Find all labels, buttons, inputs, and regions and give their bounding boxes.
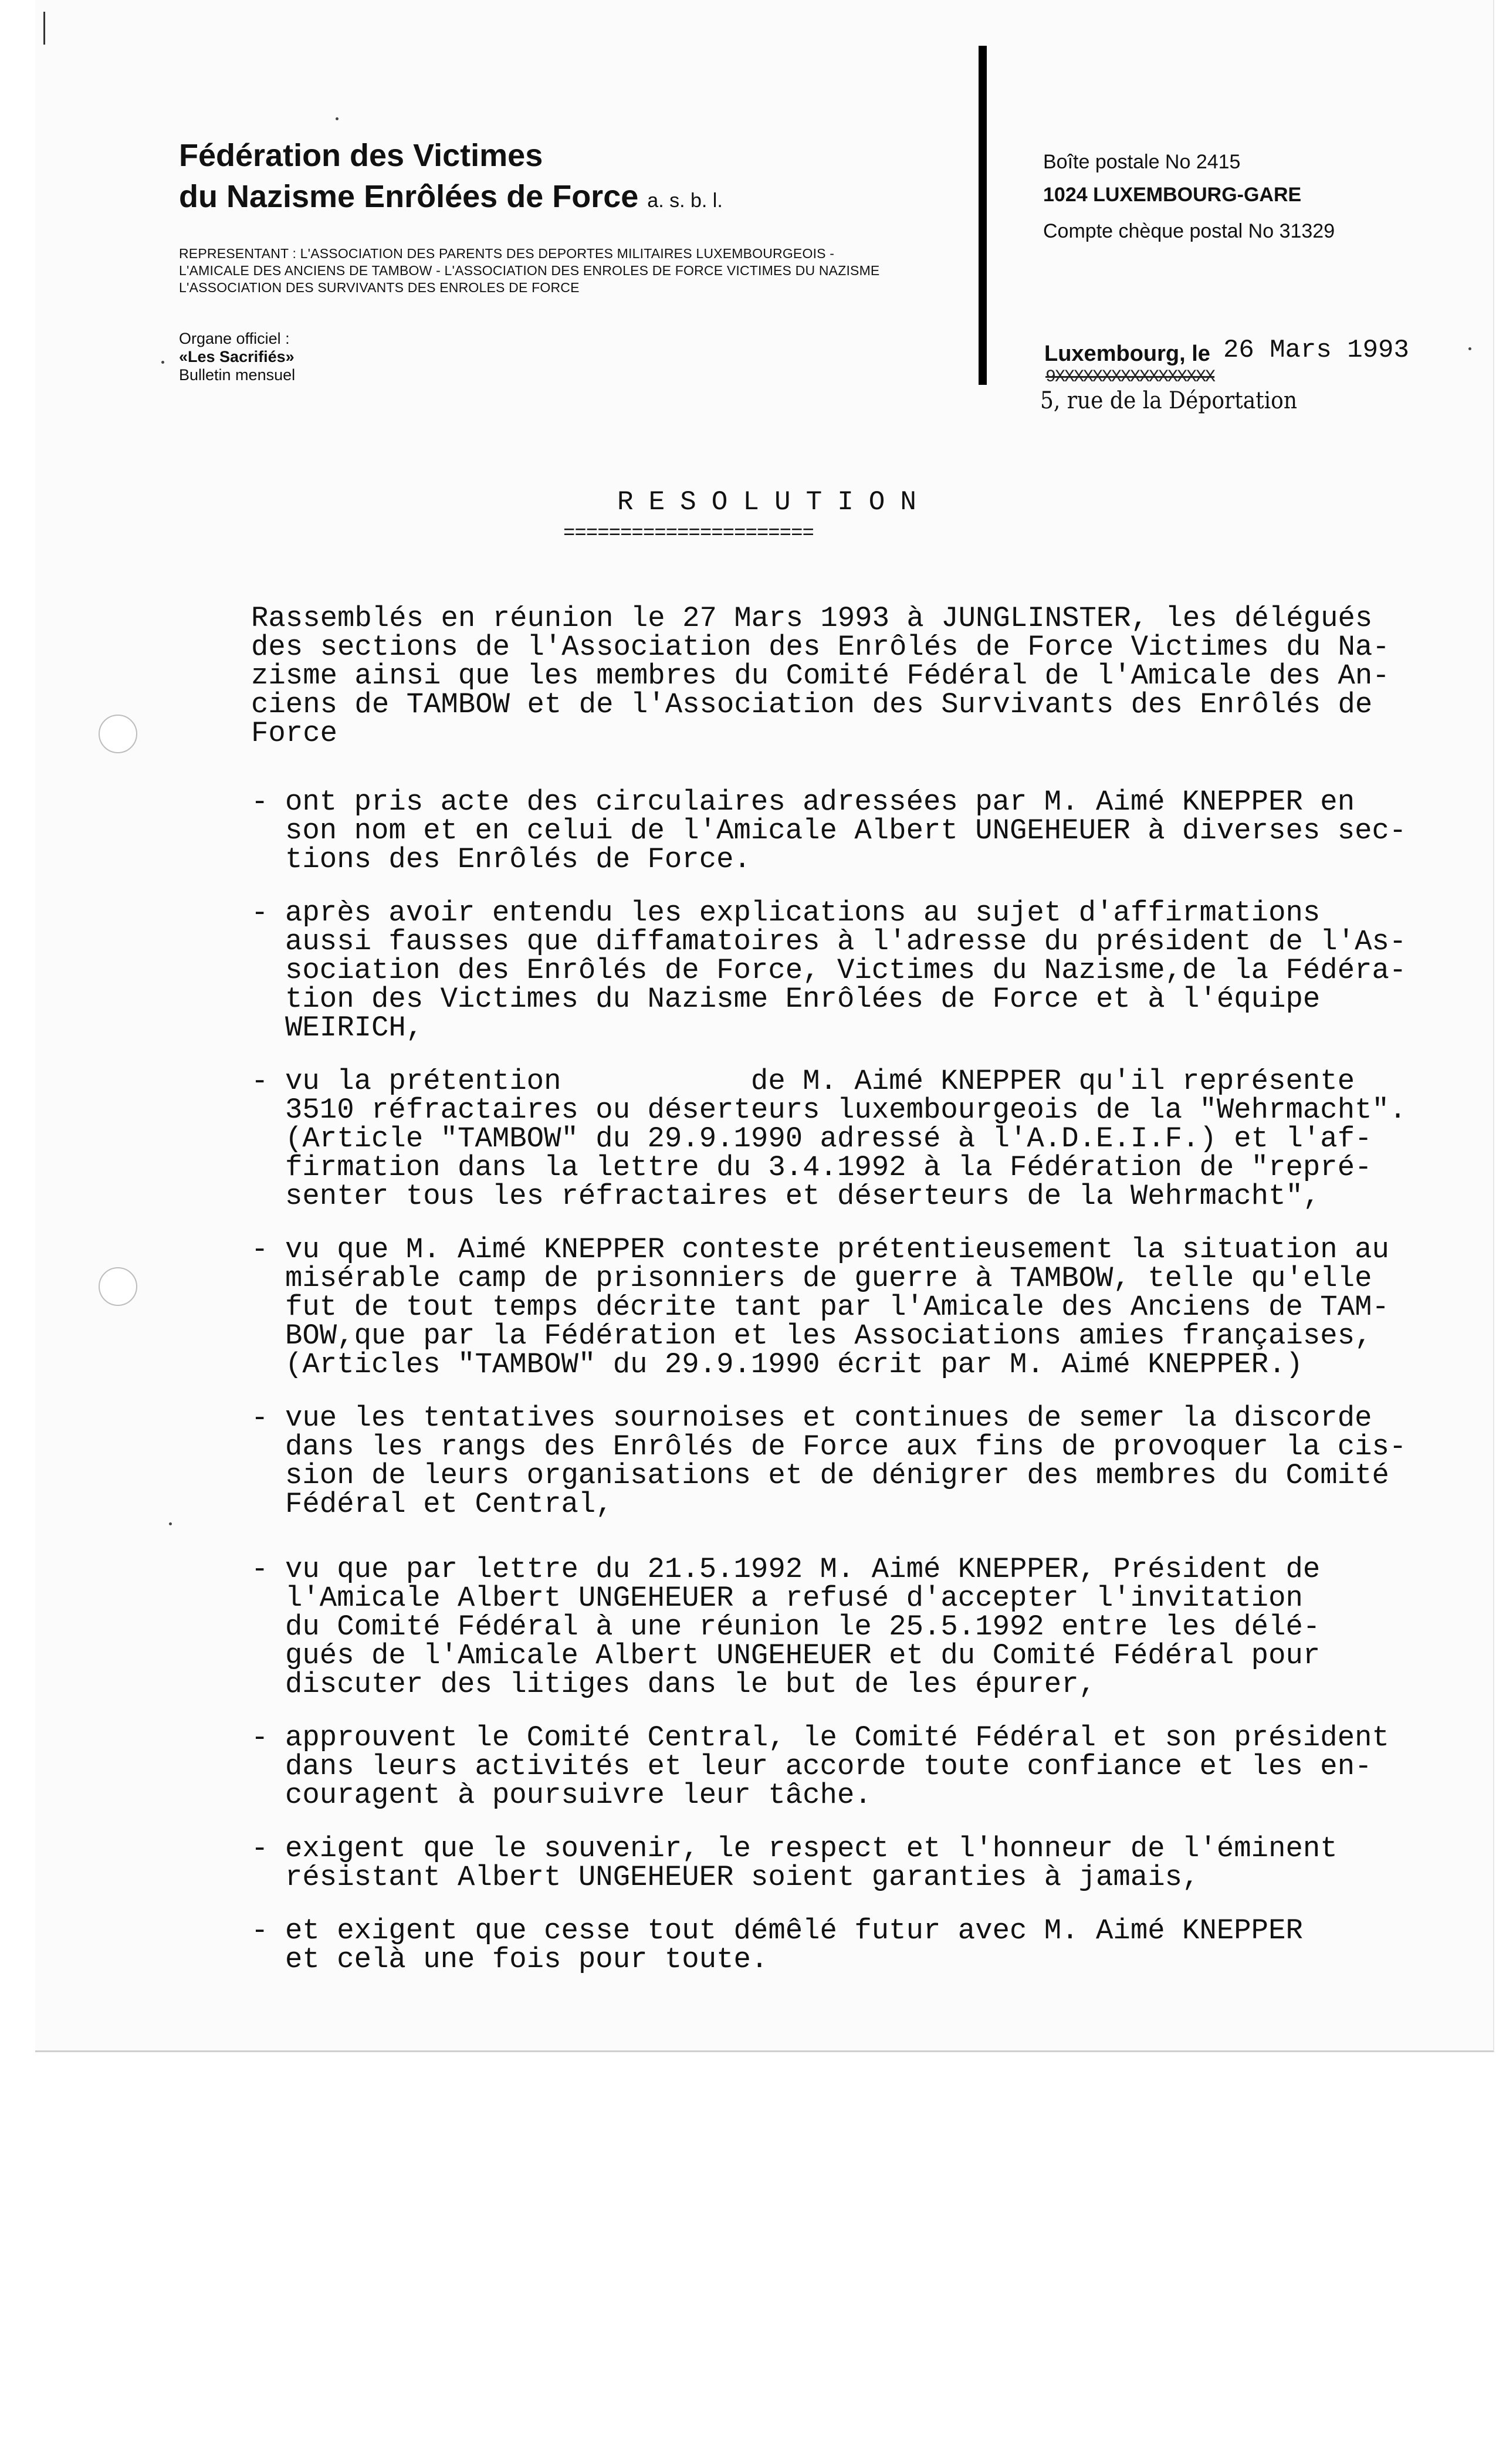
item-line: et celà une fois pour toute.	[285, 1943, 769, 1976]
item-line: tions des Enrôlés de Force.	[285, 843, 751, 876]
item-line: tion des Victimes du Nazisme Enrôlées de Force et à l'équipe	[285, 983, 1321, 1016]
item-line: ont pris acte des circulaires adressées par M. Aimé KNEPPER en	[285, 786, 1355, 818]
item-line: sion de leurs organisations et de dénigrer des membres du Comité	[285, 1459, 1389, 1492]
item-line: vu que par lettre du 21.5.1992 M. Aimé KNEPPER, Président de	[285, 1553, 1321, 1586]
resolution-item	[251, 1555, 1413, 1699]
item-line: et exigent que cesse tout démêlé futur avec M. Aimé KNEPPER	[285, 1914, 1303, 1947]
item-line: exigent que le souvenir, le respect et l'honneur de l'éminent	[285, 1832, 1338, 1865]
item-dash: -	[251, 1233, 269, 1266]
item-dash: -	[251, 1721, 269, 1754]
date-value: 26 Mars 1993	[1223, 336, 1409, 365]
representant-block	[179, 245, 965, 296]
item-line: dans leurs activités et leur accorde toute confiance et les en-	[285, 1750, 1372, 1783]
item-line: son nom et en celui de l'Amicale Albert UNGEHEUER à diverses sec-	[285, 814, 1407, 847]
intro-line: ciens de TAMBOW et de l'Association des Survivants des Enrôlés de	[251, 688, 1373, 721]
resolution-item	[251, 1832, 1413, 1894]
item-dash: -	[251, 786, 269, 818]
paper-speck	[169, 1522, 172, 1525]
date-label: Luxembourg, le	[1044, 341, 1210, 366]
item-line: (Articles "TAMBOW" du 29.9.1990 écrit par M. Aimé KNEPPER.)	[285, 1348, 1303, 1381]
resolution-item	[251, 1721, 1413, 1812]
official-organ-name: «Les Sacrifiés»	[179, 348, 295, 365]
item-dash: -	[251, 1065, 269, 1098]
item-dash: -	[251, 1914, 269, 1947]
paper-speck	[161, 361, 164, 364]
item-line: sociation des Enrôlés de Force, Victimes du Nazisme,de la Fédéra-	[285, 954, 1407, 987]
official-organ-label: Organe officiel :	[179, 330, 290, 347]
item-line: BOW,que par la Fédération et les Associations amies françaises,	[285, 1319, 1372, 1352]
paper-speck	[1468, 347, 1471, 350]
intro-line: zisme ainsi que les membres du Comité Fédéral de l'Amicale des An-	[251, 659, 1390, 692]
postal-account: Compte chèque postal No 31329	[1043, 220, 1335, 242]
resolution-title: RESOLUTION	[617, 487, 932, 517]
item-line: l'Amicale Albert UNGEHEUER a refusé d'accepter l'invitation	[285, 1582, 1303, 1615]
item-line: (Article "TAMBOW" du 29.9.1990 adressé à l'A.D.E.I.F.) et l'af-	[285, 1122, 1372, 1155]
item-line: couragent à poursuivre leur tâche.	[285, 1779, 872, 1812]
intro-paragraph	[251, 604, 1413, 748]
item-line: vu la prétention de M. Aimé KNEPPER qu'il représente	[285, 1065, 1355, 1098]
item-line: après avoir entendu les explications au sujet d'affirmations	[285, 896, 1321, 929]
organization-name-line-2	[179, 176, 1000, 221]
item-line: fut de tout temps décrite tant par l'Amicale des Anciens de TAM-	[285, 1291, 1389, 1324]
street-address: 5, rue de la Déportation	[1040, 387, 1298, 414]
representant-line: REPRESENTANT : L'ASSOCIATION DES PARENTS DES DEPORTES MILITAIRES LUXEMBOURGEOIS -	[179, 246, 835, 261]
paper-speck	[336, 117, 339, 120]
official-organ-block	[179, 330, 472, 384]
item-line: vu que M. Aimé KNEPPER conteste prétentieusement la situation au	[285, 1233, 1389, 1266]
organization-name	[179, 135, 1000, 221]
item-line: approuvent le Comité Central, le Comité Fédéral et son président	[285, 1721, 1389, 1754]
item-line: senter tous les réfractaires et déserteurs de la Wehrmacht",	[285, 1180, 1321, 1213]
title-underline: ======================	[563, 526, 814, 542]
organization-name-line-1: Fédération des Victimes	[179, 138, 543, 173]
resolution-item	[251, 1914, 1413, 1976]
letterhead-divider	[979, 46, 987, 385]
resolution-item	[251, 1404, 1413, 1519]
representant-line: L'AMICALE DES ANCIENS DE TAMBOW - L'ASSOCIATION DES ENROLES DE FORCE VICTIMES DU NAZISME	[179, 263, 880, 278]
margin-mark	[43, 12, 45, 45]
item-dash: -	[251, 1832, 269, 1865]
resolution-item	[251, 1233, 1413, 1381]
resolution-body	[251, 604, 1413, 1974]
item-line: 3510 réfractaires ou déserteurs luxembourgeois de la "Wehrmacht".	[285, 1094, 1407, 1126]
item-line: aussi fausses que diffamatoires à l'adresse du président de l'As-	[285, 925, 1407, 958]
struck-out-address: 9XXXXXXXXXXXXXXXXX	[1045, 367, 1215, 387]
punch-hole	[99, 715, 137, 753]
resolution-item	[251, 896, 1413, 1044]
item-dash: -	[251, 1553, 269, 1586]
item-line: vue les tentatives sournoises et continues de semer la discorde	[285, 1402, 1372, 1434]
item-line: Fédéral et Central,	[285, 1488, 613, 1521]
representant-line: L'ASSOCIATION DES SURVIVANTS DES ENROLES DE FORCE	[179, 280, 580, 295]
item-line: misérable camp de prisonniers de guerre à TAMBOW, telle qu'elle	[285, 1262, 1372, 1295]
intro-line: Rassemblés en réunion le 27 Mars 1993 à JUNGLINSTER, les délégués	[251, 602, 1373, 635]
item-dash: -	[251, 896, 269, 929]
resolution-item	[251, 788, 1413, 874]
address-block	[1043, 145, 1454, 248]
item-line: du Comité Fédéral à une réunion le 25.5.1992 entre les délé-	[285, 1610, 1321, 1643]
item-line: gués de l'Amicale Albert UNGEHEUER et du Comité Fédéral pour	[285, 1639, 1321, 1672]
postal-city: 1024 LUXEMBOURG-GARE	[1043, 184, 1302, 206]
item-line: résistant Albert UNGEHEUER soient garanties à jamais,	[285, 1861, 1200, 1894]
item-line: WEIRICH,	[285, 1011, 424, 1044]
organization-name-line-2-text: du Nazisme Enrôlées de Force	[179, 179, 639, 214]
intro-line: des sections de l'Association des Enrôlés de Force Victimes du Na-	[251, 631, 1390, 664]
intro-line: Force	[251, 717, 338, 750]
item-line: discuter des litiges dans le but de les épurer,	[285, 1668, 1096, 1701]
item-line: dans les rangs des Enrôlés de Force aux fins de provoquer la cis-	[285, 1430, 1407, 1463]
item-line: firmation dans la lettre du 3.4.1992 à la Fédération de "repré-	[285, 1151, 1372, 1184]
item-dash: -	[251, 1402, 269, 1434]
punch-hole	[99, 1267, 137, 1306]
po-box: Boîte postale No 2415	[1043, 151, 1241, 173]
organization-suffix: a. s. b. l.	[647, 189, 723, 212]
resolution-item	[251, 1067, 1413, 1211]
official-organ-type: Bulletin mensuel	[179, 366, 296, 384]
